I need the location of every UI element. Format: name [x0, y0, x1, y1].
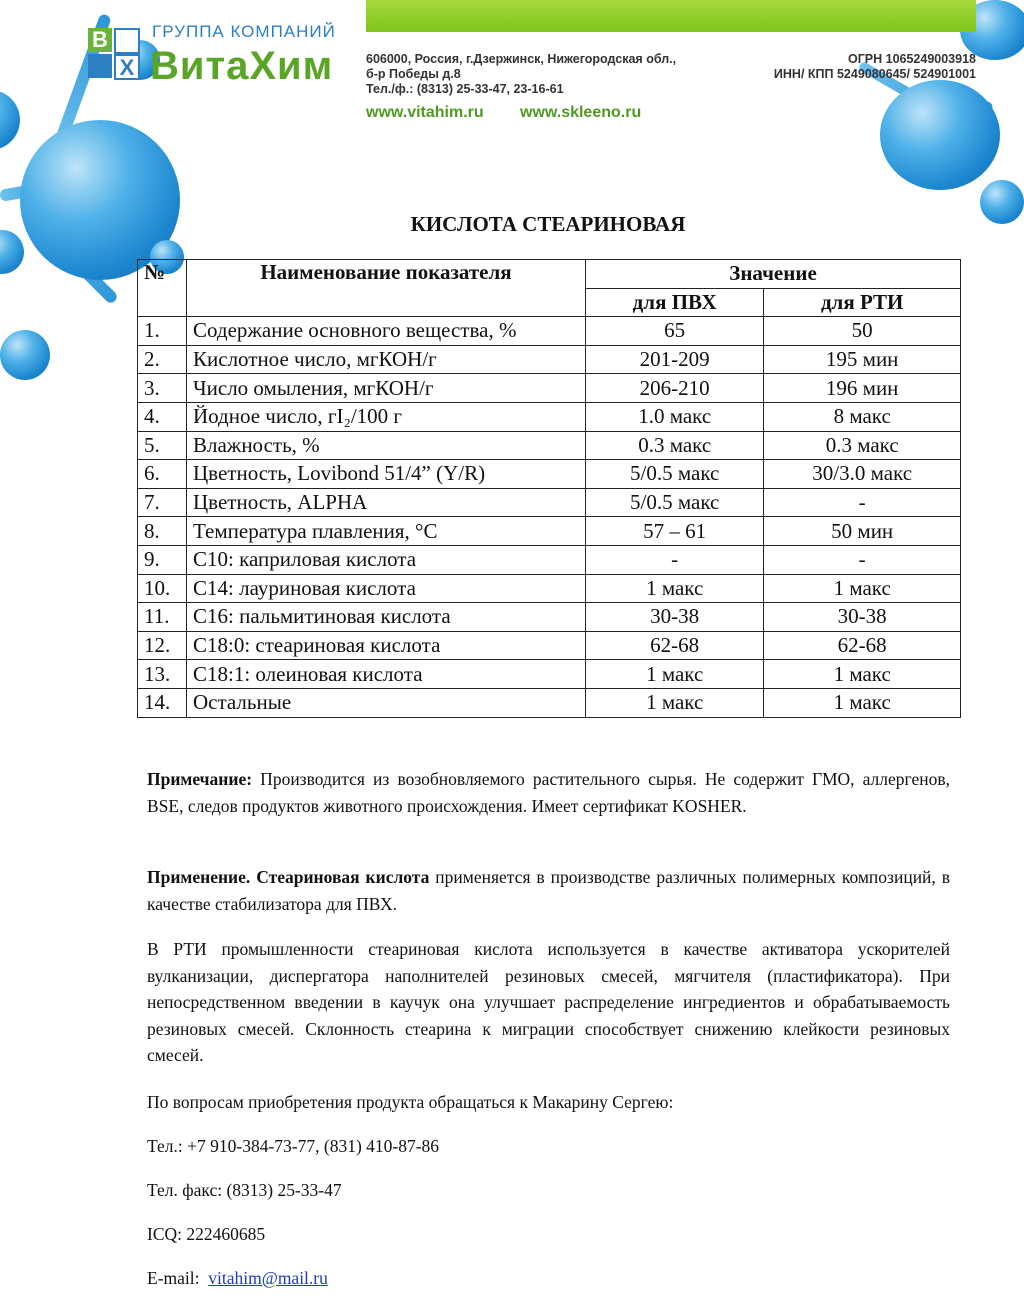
table-row: [138, 317, 961, 346]
row-rti-value: 0.3 макс: [764, 431, 961, 460]
row-name: Йодное число, гI₂/100 г: [187, 402, 586, 431]
website-link-skleeno[interactable]: www.skleeno.ru: [520, 104, 642, 121]
row-pvc-value: 62-68: [586, 631, 764, 660]
row-number: 12.: [138, 631, 187, 660]
row-name: Кислотное число, мгКОН/г: [187, 345, 586, 374]
registry-line: ИНН/ КПП 5249080645/ 524901001: [773, 67, 976, 81]
row-pvc-value: 1 макс: [586, 660, 764, 689]
row-pvc-value: 65: [586, 317, 764, 346]
row-name: Цветность, ALPHA: [187, 488, 586, 517]
company-logo: [88, 28, 144, 84]
row-number: 6.: [138, 460, 187, 489]
header-value: Значение: [586, 260, 961, 289]
row-pvc-value: 206-210: [586, 374, 764, 403]
company-registry: [756, 52, 976, 82]
row-rti-value: 50: [764, 317, 961, 346]
row-number: 13.: [138, 660, 187, 689]
table-row: [138, 402, 961, 431]
website-link-vitahim[interactable]: www.vitahim.ru: [366, 104, 484, 121]
row-pvc-value: 1 макс: [586, 574, 764, 603]
table-row: [138, 574, 961, 603]
table-row: [138, 517, 961, 546]
row-pvc-value: 30-38: [586, 603, 764, 632]
table-row: [138, 603, 961, 632]
row-name: Число омыления, мгКОН/г: [187, 374, 586, 403]
company-address: [366, 52, 676, 97]
contact-phone: Тел.: +7 910-384-73-77, (831) 410-87-86: [147, 1136, 440, 1156]
row-name: С18:1: олеиновая кислота: [187, 660, 586, 689]
table-row: [138, 660, 961, 689]
registry-line: ОГРН 1065249003918: [847, 52, 976, 66]
table-row: [138, 545, 961, 574]
application-paragraph: [147, 864, 950, 917]
row-rti-value: -: [764, 488, 961, 517]
application-label: Применение. Стеариновая кислота: [147, 867, 430, 887]
row-pvc-value: 201-209: [586, 345, 764, 374]
contact-icq: ICQ: 222460685: [147, 1224, 266, 1244]
rti-paragraph: В РТИ промышленности стеариновая кислота используется в качестве активатора ускорителей вулканизации, диспергатора наполнителей резиновых смесей, мягчителя (пластификатора). При непосредственном введении в каучук она улучшает распределение ингредиентов и обрабатываемость резиновых смесей. Склонность стеарина к миграции способствует снижению клейкости резиновых смесей.: [147, 939, 950, 1065]
address-line: 606000, Россия, г.Дзержинск, Нижегородская обл.,: [366, 52, 677, 66]
row-name: Температура плавления, °С: [187, 517, 586, 546]
row-number: 9.: [138, 545, 187, 574]
address-line: Тел./ф.: (8313) 25-33-47, 23-16-61: [366, 82, 564, 96]
email-link[interactable]: vitahim@mail.ru: [208, 1268, 328, 1288]
header-accent-bar: [366, 0, 976, 32]
row-number: 5.: [138, 431, 187, 460]
table-row: [138, 374, 961, 403]
row-number: 10.: [138, 574, 187, 603]
row-rti-value: 1 макс: [764, 660, 961, 689]
row-number: 14.: [138, 688, 187, 717]
logo-letter-x: Х: [114, 54, 140, 80]
row-pvc-value: 1 макс: [586, 688, 764, 717]
row-rti-value: 50 мин: [764, 517, 961, 546]
row-name: Остальные: [187, 688, 586, 717]
table-row: [138, 345, 961, 374]
note-paragraph: [147, 766, 950, 819]
row-number: 7.: [138, 488, 187, 517]
row-pvc-value: 57 – 61: [586, 517, 764, 546]
row-pvc-value: 1.0 макс: [586, 402, 764, 431]
header-num: №: [138, 260, 187, 317]
row-name: Содержание основного вещества, %: [187, 317, 586, 346]
brand-name: ВитаХим: [150, 44, 334, 88]
row-name: С16: пальмитиновая кислота: [187, 603, 586, 632]
table-row: [138, 488, 961, 517]
note-label: Примечание:: [147, 769, 253, 789]
row-pvc-value: 5/0.5 макс: [586, 460, 764, 489]
row-number: 8.: [138, 517, 187, 546]
row-name: С14: лауриновая кислота: [187, 574, 586, 603]
table-row: [138, 431, 961, 460]
row-rti-value: -: [764, 545, 961, 574]
row-name: Влажность, %: [187, 431, 586, 460]
application-text: применяется в производстве различных полимерных композиций, в качестве стабилизатора для ПВХ.: [147, 867, 950, 914]
row-rti-value: 196 мин: [764, 374, 961, 403]
row-pvc-value: 0.3 макс: [586, 431, 764, 460]
row-number: 11.: [138, 603, 187, 632]
row-rti-value: 195 мин: [764, 345, 961, 374]
table-row: [138, 688, 961, 717]
logo-letter-v: В: [88, 28, 112, 52]
contact-fax: Тел. факс: (8313) 25-33-47: [147, 1180, 342, 1200]
contact-email: [147, 1268, 328, 1289]
row-number: 4.: [138, 402, 187, 431]
header-name: Наименование показателя: [187, 260, 586, 317]
row-pvc-value: 5/0.5 макс: [586, 488, 764, 517]
header-rti: для РТИ: [764, 288, 961, 317]
row-rti-value: 8 макс: [764, 402, 961, 431]
row-name: Цветность, Lovibond 51/4” (Y/R): [187, 460, 586, 489]
row-rti-value: 30-38: [764, 603, 961, 632]
row-number: 1.: [138, 317, 187, 346]
table-row: [138, 460, 961, 489]
address-line: б-р Победы д.8: [366, 67, 461, 81]
contact-intro: По вопросам приобретения продукта обращаться к Макарину Сергею:: [147, 1092, 674, 1112]
row-number: 2.: [138, 345, 187, 374]
row-name: С18:0: стеариновая кислота: [187, 631, 586, 660]
row-number: 3.: [138, 374, 187, 403]
row-pvc-value: -: [586, 545, 764, 574]
row-rti-value: 1 макс: [764, 688, 961, 717]
table-row: [138, 631, 961, 660]
spec-table: [137, 259, 961, 718]
note-text: Производится из возобновляемого растительного сырья. Не содержит ГМО, аллергенов, BSE, следов продуктов животного происхождения. Имеет сертификат KOSHER.: [147, 769, 950, 816]
header-pvc: для ПВХ: [586, 288, 764, 317]
group-title: ГРУППА КОМПАНИЙ: [152, 22, 336, 41]
row-name: С10: каприловая кислота: [187, 545, 586, 574]
row-rti-value: 62-68: [764, 631, 961, 660]
row-rti-value: 30/3.0 макс: [764, 460, 961, 489]
email-label: E-mail:: [147, 1268, 200, 1288]
document-title: КИСЛОТА СТЕАРИНОВАЯ: [410, 212, 686, 236]
row-rti-value: 1 макс: [764, 574, 961, 603]
